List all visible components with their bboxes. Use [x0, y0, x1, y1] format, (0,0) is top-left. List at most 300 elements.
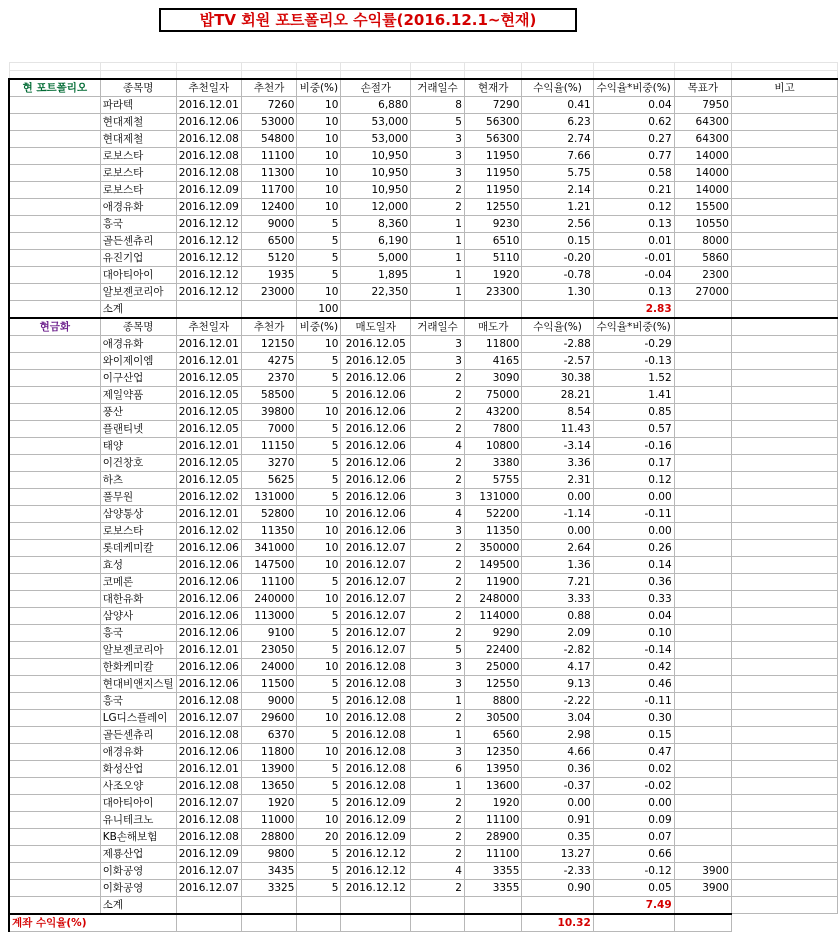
empty-cell[interactable] [9, 879, 100, 896]
cash-cell[interactable]: 3 [411, 658, 465, 675]
cash-cell[interactable]: 4275 [241, 352, 297, 369]
cash-cell[interactable]: -1.14 [522, 505, 593, 522]
cash-cell[interactable]: 2016.12.08 [341, 658, 411, 675]
cash-subtotal-value[interactable]: 7.49 [593, 896, 674, 914]
cash-cell[interactable]: 2016.12.09 [341, 811, 411, 828]
current-cell[interactable]: 1 [411, 283, 465, 300]
current-cell[interactable]: 1935 [241, 266, 297, 283]
empty-cell[interactable] [731, 590, 837, 607]
cash-cell[interactable]: 4 [411, 437, 465, 454]
current-cell[interactable] [731, 164, 837, 181]
cash-cell[interactable]: 11100 [464, 845, 522, 862]
cash-cell[interactable]: 0.00 [593, 488, 674, 505]
cash-cell[interactable]: 3 [411, 743, 465, 760]
current-cell[interactable]: 2016.12.01 [176, 96, 241, 113]
current-cell[interactable]: 1.21 [522, 198, 593, 215]
cash-cell[interactable] [674, 386, 731, 403]
cash-cell[interactable]: 5 [297, 641, 341, 658]
cash-cell[interactable]: 8.54 [522, 403, 593, 420]
cash-cell[interactable]: 9.13 [522, 675, 593, 692]
current-cell[interactable]: 6,190 [341, 232, 411, 249]
cash-cell[interactable] [674, 488, 731, 505]
cash-cell[interactable]: 5 [297, 624, 341, 641]
empty-cell[interactable] [731, 300, 837, 318]
empty-cell[interactable] [674, 71, 731, 79]
cash-cell[interactable] [674, 709, 731, 726]
current-cell[interactable]: 11950 [464, 147, 522, 164]
current-cell[interactable]: 5120 [241, 249, 297, 266]
cash-cell[interactable]: 2016.12.07 [341, 539, 411, 556]
empty-cell[interactable] [411, 914, 465, 932]
cash-cell[interactable]: 2 [411, 369, 465, 386]
cash-cell[interactable]: 2016.12.06 [341, 437, 411, 454]
current-cell[interactable]: 1 [411, 215, 465, 232]
cash-cell[interactable]: 1.36 [522, 556, 593, 573]
cash-cell[interactable]: 2016.12.08 [341, 743, 411, 760]
cash-cell[interactable]: 248000 [464, 590, 522, 607]
current-cell[interactable] [731, 113, 837, 130]
empty-cell[interactable] [9, 437, 100, 454]
cash-cell[interactable]: 0.00 [593, 522, 674, 539]
current-cell[interactable]: 파라텍 [100, 96, 176, 113]
current-cell[interactable]: 56300 [464, 130, 522, 147]
empty-cell[interactable] [9, 726, 100, 743]
empty-cell[interactable] [9, 300, 100, 318]
current-cell[interactable]: 10 [297, 130, 341, 147]
cash-cell[interactable]: 10 [297, 522, 341, 539]
empty-cell[interactable] [731, 726, 837, 743]
cash-cell[interactable]: 2016.12.06 [341, 505, 411, 522]
cash-cell[interactable]: 2016.12.08 [176, 692, 241, 709]
cash-cell[interactable]: 2016.12.07 [341, 573, 411, 590]
cash-cell[interactable]: 2016.12.01 [176, 505, 241, 522]
cash-cell[interactable]: 2 [411, 556, 465, 573]
empty-cell[interactable] [9, 266, 100, 283]
current-cell[interactable] [731, 215, 837, 232]
empty-cell[interactable] [176, 914, 241, 932]
cash-cell[interactable]: 2016.12.07 [341, 624, 411, 641]
cash-cell[interactable]: -2.82 [522, 641, 593, 658]
cash-cell[interactable]: 5 [411, 641, 465, 658]
cash-cell[interactable]: -0.11 [593, 692, 674, 709]
cash-header-cell[interactable]: 매도일자 [341, 318, 411, 336]
cash-cell[interactable]: 0.00 [593, 794, 674, 811]
empty-cell[interactable] [341, 63, 411, 71]
empty-cell[interactable] [522, 300, 593, 318]
cash-cell[interactable]: 11500 [241, 675, 297, 692]
empty-cell[interactable] [731, 658, 837, 675]
empty-cell[interactable] [9, 811, 100, 828]
cash-cell[interactable]: 10 [297, 556, 341, 573]
current-cell[interactable]: 3 [411, 164, 465, 181]
cash-cell[interactable]: 0.05 [593, 879, 674, 896]
current-cell[interactable]: 2016.12.08 [176, 130, 241, 147]
cash-cell[interactable]: 2016.12.08 [341, 777, 411, 794]
cash-cell[interactable]: 11.43 [522, 420, 593, 437]
cash-cell[interactable]: 131000 [464, 488, 522, 505]
cash-cell[interactable]: 2016.12.08 [176, 811, 241, 828]
cash-cell[interactable]: 플랜티넷 [100, 420, 176, 437]
cash-cell[interactable]: 이화공영 [100, 862, 176, 879]
current-cell[interactable]: 2016.12.12 [176, 215, 241, 232]
empty-cell[interactable] [464, 63, 522, 71]
cash-cell[interactable]: LG디스플레이 [100, 709, 176, 726]
empty-cell[interactable] [674, 318, 731, 336]
cash-cell[interactable] [674, 505, 731, 522]
cash-cell[interactable]: 131000 [241, 488, 297, 505]
cash-cell[interactable]: 2016.12.06 [341, 420, 411, 437]
cash-cell[interactable]: 2016.12.05 [341, 335, 411, 352]
cash-cell[interactable] [674, 777, 731, 794]
cash-cell[interactable]: 3 [411, 352, 465, 369]
empty-cell[interactable] [731, 777, 837, 794]
current-cell[interactable]: 5 [297, 232, 341, 249]
cash-cell[interactable]: 2 [411, 420, 465, 437]
current-cell[interactable]: 0.01 [593, 232, 674, 249]
cash-cell[interactable]: 3.36 [522, 454, 593, 471]
cash-cell[interactable]: 2016.12.08 [341, 760, 411, 777]
cash-cell[interactable]: -2.22 [522, 692, 593, 709]
cash-cell[interactable]: 1.52 [593, 369, 674, 386]
empty-cell[interactable] [731, 505, 837, 522]
cash-cell[interactable]: 2016.12.01 [176, 352, 241, 369]
current-cell[interactable]: 53,000 [341, 130, 411, 147]
cash-cell[interactable]: 2016.12.08 [341, 726, 411, 743]
cash-cell[interactable]: 75000 [464, 386, 522, 403]
cash-cell[interactable]: 4165 [464, 352, 522, 369]
empty-cell[interactable] [9, 471, 100, 488]
empty-cell[interactable] [9, 675, 100, 692]
total-label[interactable]: 계좌 수익율(%) [9, 914, 176, 932]
cash-cell[interactable]: 2016.12.01 [176, 335, 241, 352]
empty-cell[interactable] [9, 283, 100, 300]
current-cell[interactable]: 0.41 [522, 96, 593, 113]
cash-cell[interactable]: 11350 [464, 522, 522, 539]
empty-cell[interactable] [674, 914, 731, 932]
cash-cell[interactable] [674, 471, 731, 488]
cash-cell[interactable]: 13950 [464, 760, 522, 777]
empty-cell[interactable] [341, 300, 411, 318]
current-header-cell[interactable]: 현재가 [464, 79, 522, 97]
cash-cell[interactable]: 1 [411, 777, 465, 794]
current-cell[interactable]: 10 [297, 198, 341, 215]
current-cell[interactable]: 5110 [464, 249, 522, 266]
current-cell[interactable]: 14000 [674, 181, 731, 198]
empty-cell[interactable] [731, 420, 837, 437]
empty-cell[interactable] [731, 335, 837, 352]
cash-cell[interactable]: 풀무원 [100, 488, 176, 505]
cash-cell[interactable]: 2016.12.07 [341, 556, 411, 573]
cash-cell[interactable]: 5 [297, 488, 341, 505]
current-cell[interactable]: 14000 [674, 164, 731, 181]
cash-cell[interactable]: 1920 [464, 794, 522, 811]
cash-cell[interactable]: 5 [297, 726, 341, 743]
cash-cell[interactable]: 20 [297, 828, 341, 845]
cash-cell[interactable]: 2016.12.06 [176, 539, 241, 556]
cash-cell[interactable]: 10 [297, 539, 341, 556]
current-cell[interactable]: 1920 [464, 266, 522, 283]
current-cell[interactable]: 6,880 [341, 96, 411, 113]
cash-cell[interactable]: 7000 [241, 420, 297, 437]
cash-cell[interactable]: 애경유화 [100, 743, 176, 760]
cash-cell[interactable]: 삼양통상 [100, 505, 176, 522]
current-cell[interactable]: 1,895 [341, 266, 411, 283]
cash-cell[interactable]: 2 [411, 624, 465, 641]
empty-cell[interactable] [9, 539, 100, 556]
cash-cell[interactable] [674, 692, 731, 709]
cash-cell[interactable]: 롯데케미칼 [100, 539, 176, 556]
current-subtotal-weight[interactable]: 100 [297, 300, 341, 318]
cash-cell[interactable]: 3900 [674, 879, 731, 896]
current-cell[interactable]: 53,000 [341, 113, 411, 130]
cash-cell[interactable]: 2 [411, 879, 465, 896]
empty-cell[interactable] [241, 71, 297, 79]
cash-cell[interactable]: 2 [411, 709, 465, 726]
current-cell[interactable]: 53000 [241, 113, 297, 130]
empty-cell[interactable] [9, 488, 100, 505]
cash-cell[interactable]: 2016.12.05 [176, 471, 241, 488]
empty-cell[interactable] [176, 300, 241, 318]
empty-cell[interactable] [522, 63, 593, 71]
cash-section-label[interactable]: 현금화 [9, 318, 100, 336]
cash-cell[interactable]: 0.91 [522, 811, 593, 828]
empty-cell[interactable] [731, 743, 837, 760]
current-cell[interactable]: 12,000 [341, 198, 411, 215]
cash-cell[interactable]: -0.14 [593, 641, 674, 658]
current-cell[interactable]: 22,350 [341, 283, 411, 300]
cash-cell[interactable] [674, 539, 731, 556]
cash-cell[interactable]: 2 [411, 454, 465, 471]
current-header-cell[interactable]: 추천일자 [176, 79, 241, 97]
empty-cell[interactable] [522, 71, 593, 79]
cash-cell[interactable]: 28800 [241, 828, 297, 845]
current-cell[interactable]: 0.12 [593, 198, 674, 215]
cash-cell[interactable]: 0.88 [522, 607, 593, 624]
cash-cell[interactable]: 2 [411, 403, 465, 420]
cash-cell[interactable] [674, 624, 731, 641]
cash-cell[interactable]: 2 [411, 828, 465, 845]
cash-subtotal-label[interactable]: 소계 [100, 896, 176, 914]
current-cell[interactable]: 15500 [674, 198, 731, 215]
cash-cell[interactable]: 3355 [464, 879, 522, 896]
cash-cell[interactable]: 11800 [464, 335, 522, 352]
current-cell[interactable]: 10,950 [341, 181, 411, 198]
cash-cell[interactable]: 1920 [241, 794, 297, 811]
cash-cell[interactable]: 13650 [241, 777, 297, 794]
cash-cell[interactable]: 3325 [241, 879, 297, 896]
current-cell[interactable]: 2016.12.08 [176, 164, 241, 181]
cash-cell[interactable]: 2016.12.06 [176, 607, 241, 624]
cash-cell[interactable]: 이건창호 [100, 454, 176, 471]
cash-cell[interactable]: 30.38 [522, 369, 593, 386]
empty-cell[interactable] [9, 352, 100, 369]
empty-cell[interactable] [593, 63, 674, 71]
cash-cell[interactable]: 0.02 [593, 760, 674, 777]
current-cell[interactable]: 2.56 [522, 215, 593, 232]
cash-cell[interactable] [674, 607, 731, 624]
cash-cell[interactable]: 11150 [241, 437, 297, 454]
current-cell[interactable]: 0.27 [593, 130, 674, 147]
current-cell[interactable]: 12550 [464, 198, 522, 215]
cash-cell[interactable]: 13600 [464, 777, 522, 794]
current-cell[interactable]: 64300 [674, 113, 731, 130]
empty-cell[interactable] [9, 658, 100, 675]
empty-cell[interactable] [9, 335, 100, 352]
cash-cell[interactable]: 11100 [241, 573, 297, 590]
empty-cell[interactable] [731, 454, 837, 471]
cash-cell[interactable]: 5 [297, 794, 341, 811]
cash-cell[interactable]: 5 [297, 352, 341, 369]
cash-cell[interactable]: 사조오양 [100, 777, 176, 794]
cash-cell[interactable]: 2016.12.06 [341, 454, 411, 471]
cash-cell[interactable]: 2016.12.08 [341, 709, 411, 726]
current-cell[interactable]: 로보스타 [100, 164, 176, 181]
cash-cell[interactable]: 2016.12.06 [176, 556, 241, 573]
cash-cell[interactable]: 3090 [464, 369, 522, 386]
current-cell[interactable]: 5 [297, 215, 341, 232]
empty-cell[interactable] [9, 215, 100, 232]
empty-cell[interactable] [731, 641, 837, 658]
empty-cell[interactable] [9, 164, 100, 181]
current-cell[interactable]: 23000 [241, 283, 297, 300]
cash-cell[interactable]: 0.15 [593, 726, 674, 743]
cash-cell[interactable]: 2 [411, 811, 465, 828]
current-cell[interactable]: 56300 [464, 113, 522, 130]
cash-cell[interactable]: 2016.12.01 [176, 760, 241, 777]
cash-cell[interactable]: 0.36 [522, 760, 593, 777]
cash-cell[interactable]: 0.07 [593, 828, 674, 845]
cash-cell[interactable]: 2016.12.12 [341, 845, 411, 862]
cash-cell[interactable]: -0.12 [593, 862, 674, 879]
cash-cell[interactable]: -0.37 [522, 777, 593, 794]
current-cell[interactable]: 10,950 [341, 147, 411, 164]
current-cell[interactable] [731, 283, 837, 300]
current-header-cell[interactable]: 목표가 [674, 79, 731, 97]
current-cell[interactable]: 8 [411, 96, 465, 113]
cash-cell[interactable]: 유니테크노 [100, 811, 176, 828]
empty-cell[interactable] [9, 624, 100, 641]
cash-cell[interactable]: 2016.12.05 [176, 420, 241, 437]
empty-cell[interactable] [731, 845, 837, 862]
current-cell[interactable]: 10 [297, 147, 341, 164]
cash-cell[interactable]: 와이제이엠 [100, 352, 176, 369]
cash-cell[interactable]: -2.57 [522, 352, 593, 369]
empty-cell[interactable] [341, 914, 411, 932]
cash-cell[interactable]: 3435 [241, 862, 297, 879]
cash-cell[interactable]: 12550 [464, 675, 522, 692]
current-cell[interactable]: 9000 [241, 215, 297, 232]
empty-cell[interactable] [731, 318, 837, 336]
cash-cell[interactable]: 알보젠코리아 [100, 641, 176, 658]
empty-cell[interactable] [731, 369, 837, 386]
empty-cell[interactable] [731, 675, 837, 692]
current-cell[interactable]: 0.58 [593, 164, 674, 181]
cash-cell[interactable]: 2016.12.05 [341, 352, 411, 369]
cash-cell[interactable]: -3.14 [522, 437, 593, 454]
cash-cell[interactable]: 22400 [464, 641, 522, 658]
empty-cell[interactable] [9, 573, 100, 590]
empty-cell[interactable] [731, 556, 837, 573]
current-cell[interactable]: 1 [411, 266, 465, 283]
cash-cell[interactable]: 2016.12.06 [176, 590, 241, 607]
current-cell[interactable] [731, 198, 837, 215]
cash-cell[interactable]: 2016.12.06 [176, 743, 241, 760]
empty-cell[interactable] [241, 300, 297, 318]
cash-cell[interactable]: 2 [411, 607, 465, 624]
cash-cell[interactable]: 2016.12.02 [176, 488, 241, 505]
current-cell[interactable]: 0.62 [593, 113, 674, 130]
cash-cell[interactable]: 0.09 [593, 811, 674, 828]
cash-cell[interactable] [674, 726, 731, 743]
current-cell[interactable]: 7.66 [522, 147, 593, 164]
empty-cell[interactable] [9, 590, 100, 607]
cash-cell[interactable]: 4 [411, 862, 465, 879]
cash-cell[interactable] [674, 522, 731, 539]
current-cell[interactable]: 애경유화 [100, 198, 176, 215]
current-cell[interactable]: 2016.12.09 [176, 198, 241, 215]
empty-cell[interactable] [731, 386, 837, 403]
current-cell[interactable]: 11950 [464, 164, 522, 181]
cash-cell[interactable]: 13.27 [522, 845, 593, 862]
cash-cell[interactable]: 하츠 [100, 471, 176, 488]
current-cell[interactable]: 10 [297, 113, 341, 130]
cash-cell[interactable]: 효성 [100, 556, 176, 573]
empty-cell[interactable] [9, 232, 100, 249]
cash-cell[interactable]: 52800 [241, 505, 297, 522]
cash-cell[interactable]: 3 [411, 522, 465, 539]
current-cell[interactable]: 8,360 [341, 215, 411, 232]
cash-cell[interactable]: 제룡산업 [100, 845, 176, 862]
cash-cell[interactable]: 0.47 [593, 743, 674, 760]
empty-cell[interactable] [731, 471, 837, 488]
current-cell[interactable]: 흥국 [100, 215, 176, 232]
cash-cell[interactable]: 2016.12.01 [176, 641, 241, 658]
current-cell[interactable]: -0.01 [593, 249, 674, 266]
current-cell[interactable]: 대아티아이 [100, 266, 176, 283]
empty-cell[interactable] [593, 914, 674, 932]
cash-cell[interactable]: 2016.12.06 [341, 471, 411, 488]
current-header-cell[interactable]: 비중(%) [297, 79, 341, 97]
cash-cell[interactable] [674, 590, 731, 607]
cash-cell[interactable]: 삼양사 [100, 607, 176, 624]
cash-cell[interactable]: 10800 [464, 437, 522, 454]
current-cell[interactable]: 1 [411, 249, 465, 266]
current-cell[interactable]: 0.15 [522, 232, 593, 249]
cash-header-cell[interactable]: 비중(%) [297, 318, 341, 336]
cash-cell[interactable]: 2016.12.05 [176, 386, 241, 403]
current-cell[interactable]: 3 [411, 147, 465, 164]
empty-cell[interactable] [9, 130, 100, 147]
current-cell[interactable]: 0.13 [593, 215, 674, 232]
cash-cell[interactable]: 흥국 [100, 692, 176, 709]
cash-cell[interactable]: 2016.12.06 [176, 675, 241, 692]
cash-cell[interactable]: 2016.12.07 [176, 879, 241, 896]
cash-cell[interactable]: 30500 [464, 709, 522, 726]
cash-cell[interactable]: 25000 [464, 658, 522, 675]
cash-cell[interactable]: 2016.12.07 [341, 607, 411, 624]
current-cell[interactable]: 2016.12.12 [176, 283, 241, 300]
empty-cell[interactable] [9, 369, 100, 386]
cash-cell[interactable] [674, 335, 731, 352]
cash-cell[interactable] [674, 658, 731, 675]
empty-cell[interactable] [731, 488, 837, 505]
cash-cell[interactable]: 2016.12.07 [341, 641, 411, 658]
current-cell[interactable]: 2016.12.12 [176, 232, 241, 249]
current-cell[interactable]: 2 [411, 181, 465, 198]
empty-cell[interactable] [9, 96, 100, 113]
current-cell[interactable]: 2300 [674, 266, 731, 283]
empty-cell[interactable] [9, 828, 100, 845]
